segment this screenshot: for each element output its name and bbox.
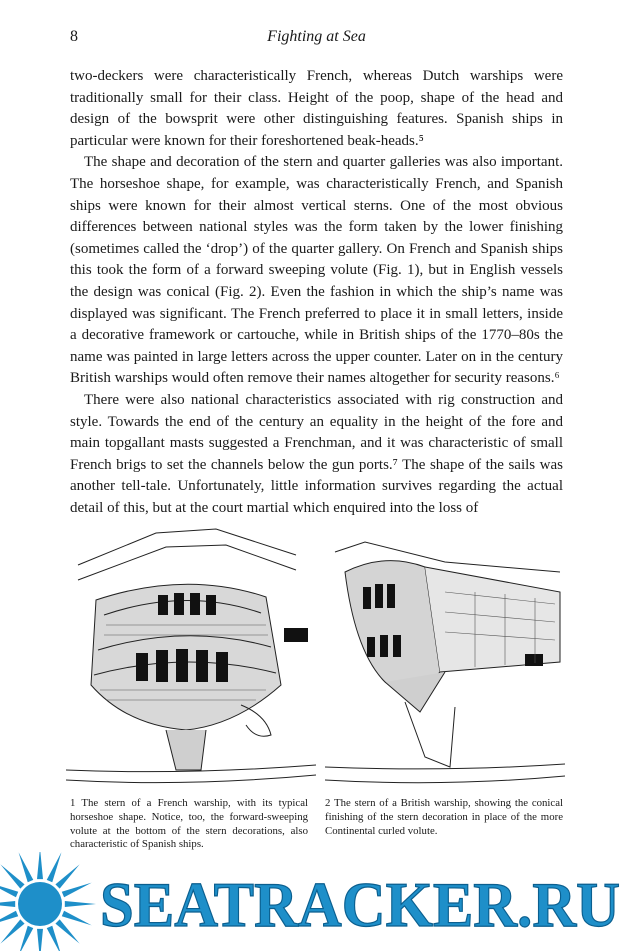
sun-icon [0,852,96,951]
figure-2-caption: 2 The stern of a British warship, showing the conical finishing of the stern decoration in place of the more Continental curled volute. [325,797,563,837]
watermark-text: SEATRACKER.RU [100,869,620,940]
figure-1-french-stern [66,525,316,795]
running-title: Fighting at Sea [267,28,366,45]
paragraph-3: There were also national characteristics associated with rig construction and style. Towards the end of the century an equality in the height of the fore and main topgallant masts suggested a Frenchman, and it was characteristic of small French brigs to set the channels below the gun ports.⁷ The shape of the sails was another tell-tale. Unfortunately, little information survives regarding the actual detail of this, but at the court martial which enquired into the loss of [70,391,563,516]
page-number: 8 [70,28,78,45]
watermark [0,852,627,951]
figure-1-caption: 1 The stern of a French warship, with its typical horseshoe shape. Notice, too, the forward-sweeping volute at the bottom of the stern decorations, also characteristic of Spanish ships. [70,797,308,851]
figure-2-british-stern [325,532,565,792]
paragraph-1: two-deckers were characteristically French, whereas Dutch warships were traditionally small for their class. Height of the poop, shape of the head and design of the bowsprit were other distinguishing features. Spanish ships in particular were known for their foreshortened beak-heads.⁵ [70,68,563,149]
body-text [70,66,563,519]
page-header [70,28,563,48]
paragraph-2: The shape and decoration of the stern and quarter galleries was also important. The horseshoe shape, for example, was characteristically French, and Spanish ships were known for their almost vertical sterns. One of the most obvious differences between national styles was the form taken by the lower finishing (sometimes called the ‘drop’) of the quarter gallery. On French and Spanish ships this took the form of a forward sweeping volute (Fig. 1), but in English vessels the design was conical (Fig. 2). Even the fashion in which the ship’s name was displayed was significant. The French preferred to place it in small letters, inside a decorative framework or cartouche, while in British ships of the 1770–80s the name was painted in large letters across the upper counter. Later on in the century British warships would often remove their names altogether for security reasons.⁶ [70,154,563,387]
